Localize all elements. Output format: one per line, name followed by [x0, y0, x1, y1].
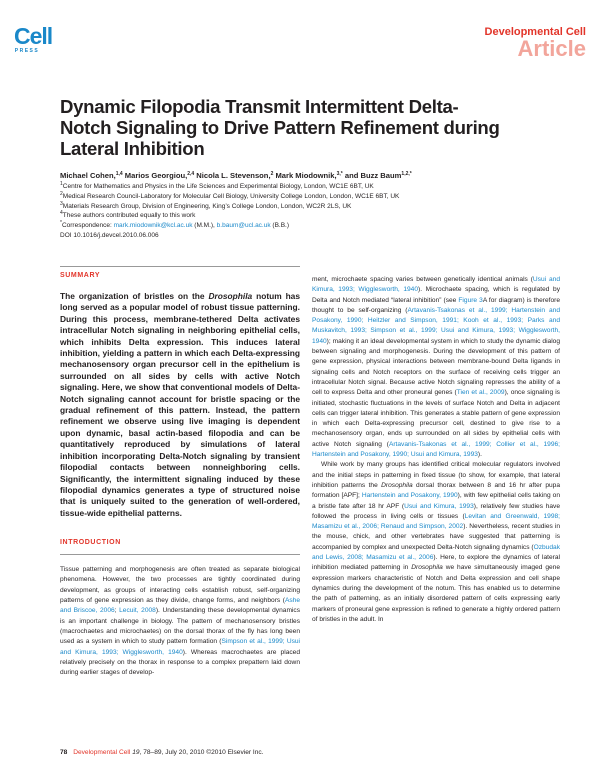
citation-link[interactable]: Artavanis-Tsakonas et al., 1999; Collier et al., 1996; Hartenstein and Posakony, 1990; Usui and Kimura, 1993 [312, 440, 561, 459]
left-column [60, 272, 300, 678]
introduction-paragraph: Tissue patterning and morphogenesis are often treated as separate biological phenomena. However, the two processes are tightly coordinated during development, as groups of interacting cells establish robust, self-organizing patterns of gene expression as they divide, change forms, and neighbors (Ashe and Briscoe, 2006; Lecuit, 2008). Understanding these developmental dynamics is an important challenge in biology. The pattern of mechanosensory bristles (macrochaetes and microchaetes) on the dorsal thorax of the fly has long been used as a system in which to study pattern formation (Simpson et al., 1999; Usui and Kimura, 1993; Wigglesworth, 1940). Whereas macrochaetes are placed relatively precisely on the thorax in response to a complex prepattern laid down during earlier stages of develop- [60, 566, 301, 677]
page-number: 78 [60, 749, 68, 756]
introduction-divider [60, 554, 300, 555]
affiliation: $^1$Centre for Mathematics and Physics in the Life Sciences and Experimental Biology, London, WC1E 6BT, UK [60, 181, 374, 190]
author-list [60, 171, 560, 181]
introduction-heading: INTRODUCTION [60, 539, 121, 547]
author-name: Marios Georgiou, [122, 171, 188, 180]
author-name: Mark Miodownik, [273, 171, 337, 180]
footer-citation: , 78–89, July 20, 2010 ©2010 Elsevier Inc. [139, 749, 264, 756]
correspondence: *Correspondence: mark.miodownik@kcl.ac.uk (M.M.), b.baum@ucl.ac.uk (B.B.) [60, 220, 290, 230]
author-name: Nicola L. Stevenson, [194, 171, 271, 180]
affiliation: $^4$These authors contributed equally to this work [60, 210, 196, 220]
citation-link[interactable]: Artavanis-Tsakonas et al., 1999; Hartenstein and Posakony, 1990; Heitzler and Simpson, 1991; Kooh et al., 1993; Parks and Muskavitch, 1993; Simpson et al., 1999; Usui and Kimura, 1993; Wigglesworth, 1940 [312, 306, 560, 345]
affiliations [60, 182, 560, 241]
citation-link[interactable]: Usui and Kimura, 1993; Wigglesworth, 1940 [312, 276, 560, 294]
logo-mark: Cell [14, 23, 53, 49]
author-name: Michael Cohen, [60, 171, 116, 180]
article-type: Article [517, 36, 586, 61]
author-sup: 2,4 [187, 171, 195, 177]
citation-link[interactable]: Tien et al., 2009 [456, 389, 505, 397]
figure-link[interactable]: Figure 3 [458, 296, 483, 304]
author-sup: 1,4 [115, 171, 123, 177]
affiliation: $^2$Medical Research Council-Laboratory for Molecular Cell Biology, University College London, London, WC1E 6BT, UK [60, 190, 400, 200]
citation-link[interactable]: Ashe and Briscoe, 2006 [60, 597, 300, 615]
author-sup: 2 [270, 171, 274, 177]
citation-link[interactable]: Levitan and Greenwald, 1998; Masamizu et al., 2006; Renaud and Simpson, 2002 [312, 512, 560, 531]
author-name: and Buzz Baum [342, 171, 402, 180]
body-paragraph: While work by many groups has identified critical molecular regulators involved and the initial steps in patterning in fixed tissue (to show, for example, that lateral inhibition patterns the Drosophila dorsal thorax between 8 and 16 hr after pupa formation [APF]; Hartenstein and Posakony, 1990), with few epithelial cells taking on a bristle fate after 18 hr APF (Usui and Kimura, 1993), relatively few studies have followed the process in living cells or tissues (Levitan and Greenwald, 1998; Masamizu et al., 2006; Renaud and Simpson, 2002). Nevertheless, recent studies in the mouse, chick, and other vertebrates have suggested that patterning is accompanied by complex and unexpected Delta-Notch signaling dynamics (Ozbudak and Lewis, 2008; Masamizu et al., 2006). Here, to explore the dynamics of lateral inhibition mediated patterning in Drosophila we have simultaneously imaged gene expression markers characteristic of Notch and Delta expression and cell shape dynamics during the development of the notum. This has enabled us to determine the path of patterning, as an initially disordered pattern of cells expressing early markers of proneural gene expression is refined to generate a highly ordered pattern of bristles in the adult. In [312, 461, 561, 623]
citation-link[interactable]: Hartenstein and Posakony, 1990 [361, 492, 458, 500]
summary-divider [60, 266, 300, 267]
citation-link[interactable]: Ozbudak and Lewis, 2008; Masamizu et al., 2006 [312, 543, 560, 562]
cell-press-logo [14, 23, 53, 54]
email-link[interactable]: mark.miodownik@kcl.ac.uk [113, 222, 193, 230]
citation-link[interactable]: Lecuit, 2008 [119, 607, 156, 615]
logo-press: PRESS [14, 48, 40, 54]
email-link[interactable]: b.baum@ucl.ac.uk [216, 222, 271, 230]
affiliation: $^3$Materials Research Group, Division of Engineering, King’s College London, London, WC2R 2LS, UK [60, 200, 352, 210]
summary-text: The organization of bristles on the Drosophila notum has long served as a popular model of robust tissue patterning. During this process, membrane-tethered Delta activates intracellular Notch signaling in neighboring epithelial cells, which inhibits Delta expression. This induces lateral inhibition, yielding a pattern in which each Delta-expressing mechanosensory organ precursor cell in the epithelium is surrounded on all sides by cells with active Notch signaling. Here, we show that conventional models of Delta-Notch signaling cannot account for bristle spacing or the gradual refinement of this pattern. Instead, the pattern refinement we observe using live imaging is dependent upon dynamic, basal actin-based filopodia and can be quantitatively reproduced by simulations of lateral inhibition incorporating Delta-Notch signaling by transient filopodial contacts between nonneighboring cells. Significantly, the intermittent signaling induced by these filopodial dynamics generates a type of structured noise that is uniquely suited to the generation of well-ordered, tissue-wide epithelial patterns. [60, 291, 301, 518]
body-paragraph: ment, microchaete spacing varies between genetically identical animals (Usui and Kimura, 1993; Wigglesworth, 1940). Microchaete spacing, which is regulated by Delta and Notch mediated “lateral inhibition” (see Figure 3A for diagram) is therefore thought to be self-organizing (Artavanis-Tsakonas et al., 1999; Hartenstein and Posakony, 1990; Heitzler and Simpson, 1991; Kooh et al., 1993; Parks and Muskavitch, 1993; Simpson et al., 1999; Usui and Kimura, 1993; Wigglesworth, 1940); making it an ideal developmental system in which to study the dynamic dialog between signaling and morphogenesis. During the development of this pattern of gene expression, physical interactions between membrane-bound Delta ligands in signaling cells and Notch receptors on the surface of receiving cells trigger an intracellular Notch signal. Because active Notch signaling represses the ability of a cell to express Delta and other proneural genes (Tien et al., 2009), once signaling is initiated, stochastic fluctuations in the levels of surface Notch and Delta in adjacent cells can trigger lateral inhibition. This generates a stable pattern of gene expression in which each Delta-expressing precursor cell, destined to give rise to a mechanosensory organ, ends up surrounded on all sides by epithelial cells with active Notch signaling (Artavanis-Tsakonas et al., 1999; Collier et al., 1996; Hartenstein and Posakony, 1990; Usui and Kimura, 1993). [312, 276, 561, 459]
doi: DOI 10.1016/j.devcel.2010.06.006 [60, 231, 159, 239]
page-footer [60, 749, 264, 756]
author-sup: 3,* [336, 171, 343, 177]
citation-link[interactable]: Usui and Kimura, 1993 [404, 502, 474, 510]
summary-heading: SUMMARY [60, 272, 101, 279]
right-column [312, 275, 560, 625]
article-title: Dynamic Filopodia Transmit Intermittent Delta-Notch Signaling to Drive Pattern Refinement during Lateral Inhibition [60, 96, 500, 159]
author-sup: 1,2,* [401, 171, 412, 177]
citation-link[interactable]: Simpson et al., 1999; Usui and Kimura, 1993; Wigglesworth, 1940 [60, 638, 301, 656]
footer-journal: Developmental Cell [73, 749, 131, 756]
journal-header [485, 26, 586, 60]
journal-name: Developmental Cell [484, 26, 586, 38]
footer-volume: 19 [132, 749, 140, 756]
